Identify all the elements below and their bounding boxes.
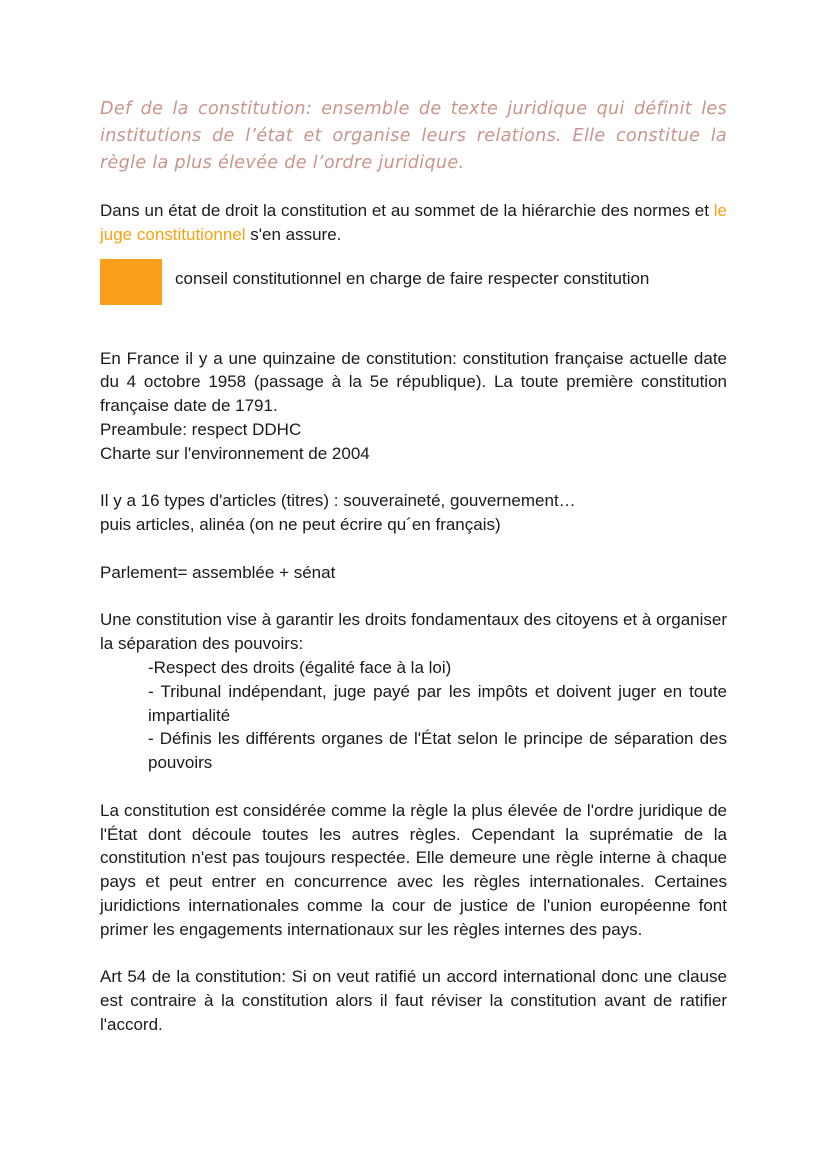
bullet-list xyxy=(100,656,727,775)
list-item: - Tribunal indépendant, juge payé par les impôts et doivent juger en toute impartialité xyxy=(148,681,727,725)
articles-alinea-line: puis articles, alinéa (on ne peut écrire qu´en français) xyxy=(100,515,501,535)
paragraph-hierarchy xyxy=(100,199,727,247)
paragraph-hierarchy-text: Dans un état de droit la constitution et au sommet de la hiérarchie des normes et xyxy=(100,201,714,220)
definition-heading: Def de la constitution: ensemble de texte juridique qui définit les institutions de l’état et organise leurs relations. Elle constitue la règle la plus élevée de l’ordre juridique. xyxy=(100,99,727,173)
parlement-line: Parlement= assemblée + sénat xyxy=(100,562,336,582)
list-item: - Définis les différents organes de l'État selon le principe de séparation des pouvoirs xyxy=(148,729,727,773)
paragraph-art-54: Art 54 de la constitution: Si on veut ratifié un accord international donc une clause est contraire à la constitution alors il faut réviser la constitution avant de ratifier l'accord. xyxy=(100,967,727,1034)
paragraph-supremacy: La constitution est considérée comme la règle la plus élevée de l'ordre juridique de l'État dont découle toutes les autres règles. Cependant la suprématie de la constitution n'est pas toujours respectée. Elle demeure une règle interne à chaque pays et peut entrer en concurrence avec les règles internationales. Certaines juridictions internationales comme la cour de justice de l'union européenne font primer les engagements internationaux sur les règles internes des pays. xyxy=(100,800,727,939)
list-item: -Respect des droits (égalité face à la loi) xyxy=(148,657,452,677)
orange-box xyxy=(100,259,162,305)
articles-types-line: Il y a 16 types d'articles (titres) : souveraineté, gouvernement… xyxy=(100,491,576,511)
paragraph-droits-fondamentaux: Une constitution vise à garantir les droits fondamentaux des citoyens et à organiser la séparation des pouvoirs: xyxy=(100,610,727,654)
paragraph-hierarchy-end: s'en assure. xyxy=(245,224,342,244)
callout-block xyxy=(100,259,727,305)
charte-line: Charte sur l'environnement de 2004 xyxy=(100,443,370,463)
highlight-juge-constitutionnel: le juge constitutionnel xyxy=(100,201,727,244)
paragraph-france-constitutions: En France il y a une quinzaine de constitution: constitution française actuelle date du 4 octobre 1958 (passage à la 5e république). La toute première constitution française date de 1791. xyxy=(100,348,727,416)
preambule-line: Preambule: respect DDHC xyxy=(100,419,302,439)
callout-text: conseil constitutionnel en charge de faire respecter constitution xyxy=(175,268,650,288)
document-page xyxy=(100,96,727,1037)
